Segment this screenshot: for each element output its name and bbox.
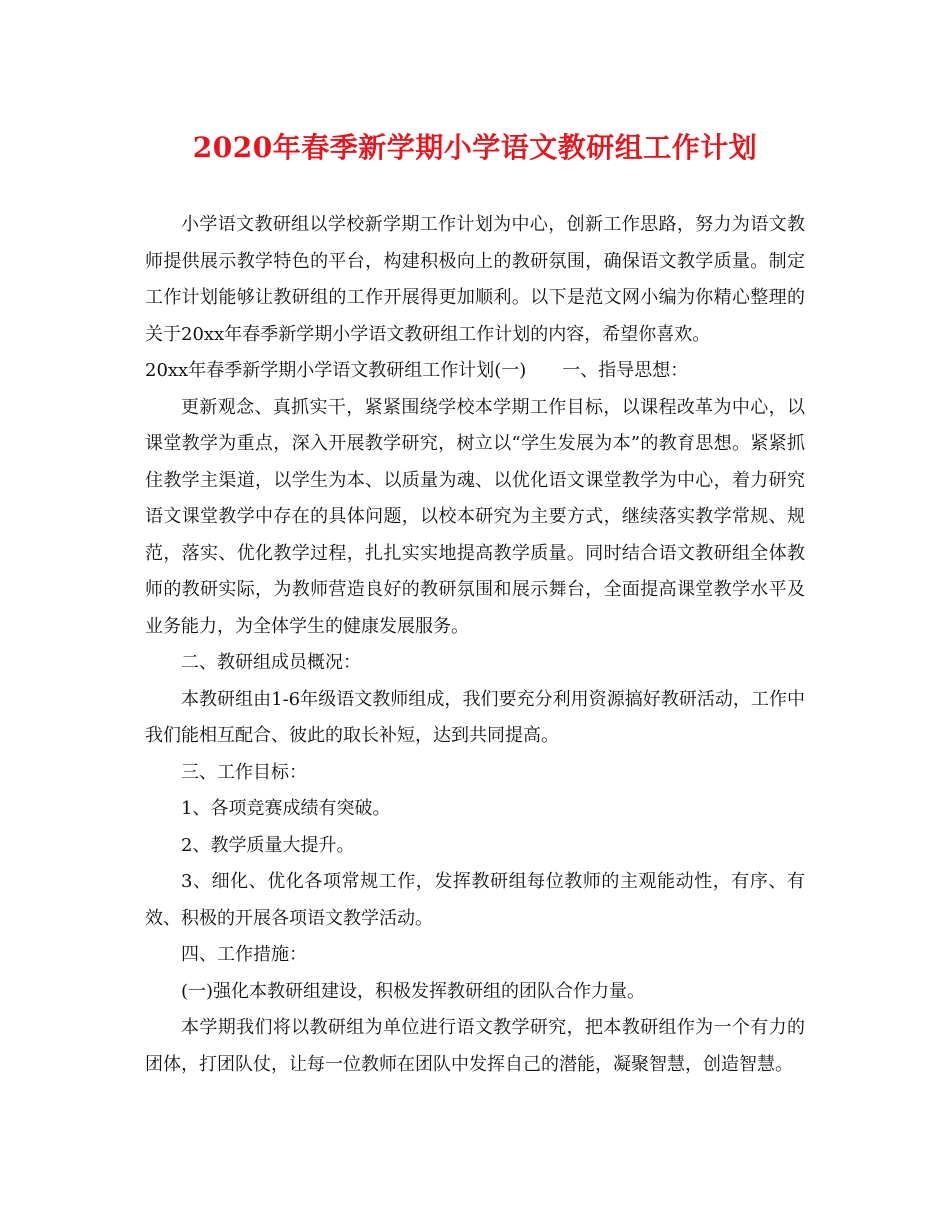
document-title: 2020年春季新学期小学语文教研组工作计划 [192,131,758,164]
paragraph-guiding-thought: 更新观念、真抓实干，紧紧围绕学校本学期工作目标，以课程改革为中心，以课堂教学为重点，深入开展教学研究，树立以“学生发展为本”的教育思想。紧紧抓住教学主渠道，以学生为本、以质量为魂、以优化语文课堂教学为中心，着力研究语文课堂教学中存在的具体问题，以校本研究为主要方式，继续落实教学常规、规范，落实、优化教学过程，扎扎实实地提高教学质量。同时结合语文教研组全体教师的教研实际，为教师营造良好的教研氛围和展示舞台，全面提高课堂教学水平及业务能力，为全体学生的健康发展服务。 [145,396,805,637]
paragraph-plan-heading: 20xx年春季新学期小学语文教研组工作计划(一) 一、指导思想： [145,360,689,381]
document-body [145,207,805,1083]
goal-item-3: 3、细化、优化各项常规工作，发挥教研组每位教师的主观能动性，有序、有效、积极的开展各项语文教学活动。 [145,871,805,929]
paragraph-intro: 小学语文教研组以学校新学期工作计划为中心，创新工作思路，努力为语文教师提供展示教学特色的平台，构建积极向上的教研氛围，确保语文教学质量。制定工作计划能够让教研组的工作开展得更加顺利。以下是范文网小编为你精心整理的关于20xx年春季新学期小学语文教研组工作计划的内容，希望你喜欢。 [145,214,805,345]
paragraph-members: 本教研组由1-6年级语文教师组成，我们要充分利用资源搞好教研活动，工作中我们能相互配合、彼此的取长补短，达到共同提高。 [145,688,805,746]
measure-subheading-1: (一)强化本教研组建设，积极发挥教研组的团队合作力量。 [181,980,646,1002]
goal-item-2: 2、教学质量大提升。 [181,834,355,856]
goal-item-1: 1、各项竞赛成绩有突破。 [181,798,391,819]
section-heading-measures: 四、工作措施： [181,944,307,965]
paragraph-measure-1: 本学期我们将以教研组为单位进行语文教学研究，把本教研组作为一个有力的团体，打团队仗，让每一位教师在团队中发挥自己的潜能，凝聚智慧，创造智慧。 [145,1017,805,1075]
section-heading-members: 二、教研组成员概况： [181,652,361,673]
section-heading-goals: 三、工作目标： [181,761,307,783]
